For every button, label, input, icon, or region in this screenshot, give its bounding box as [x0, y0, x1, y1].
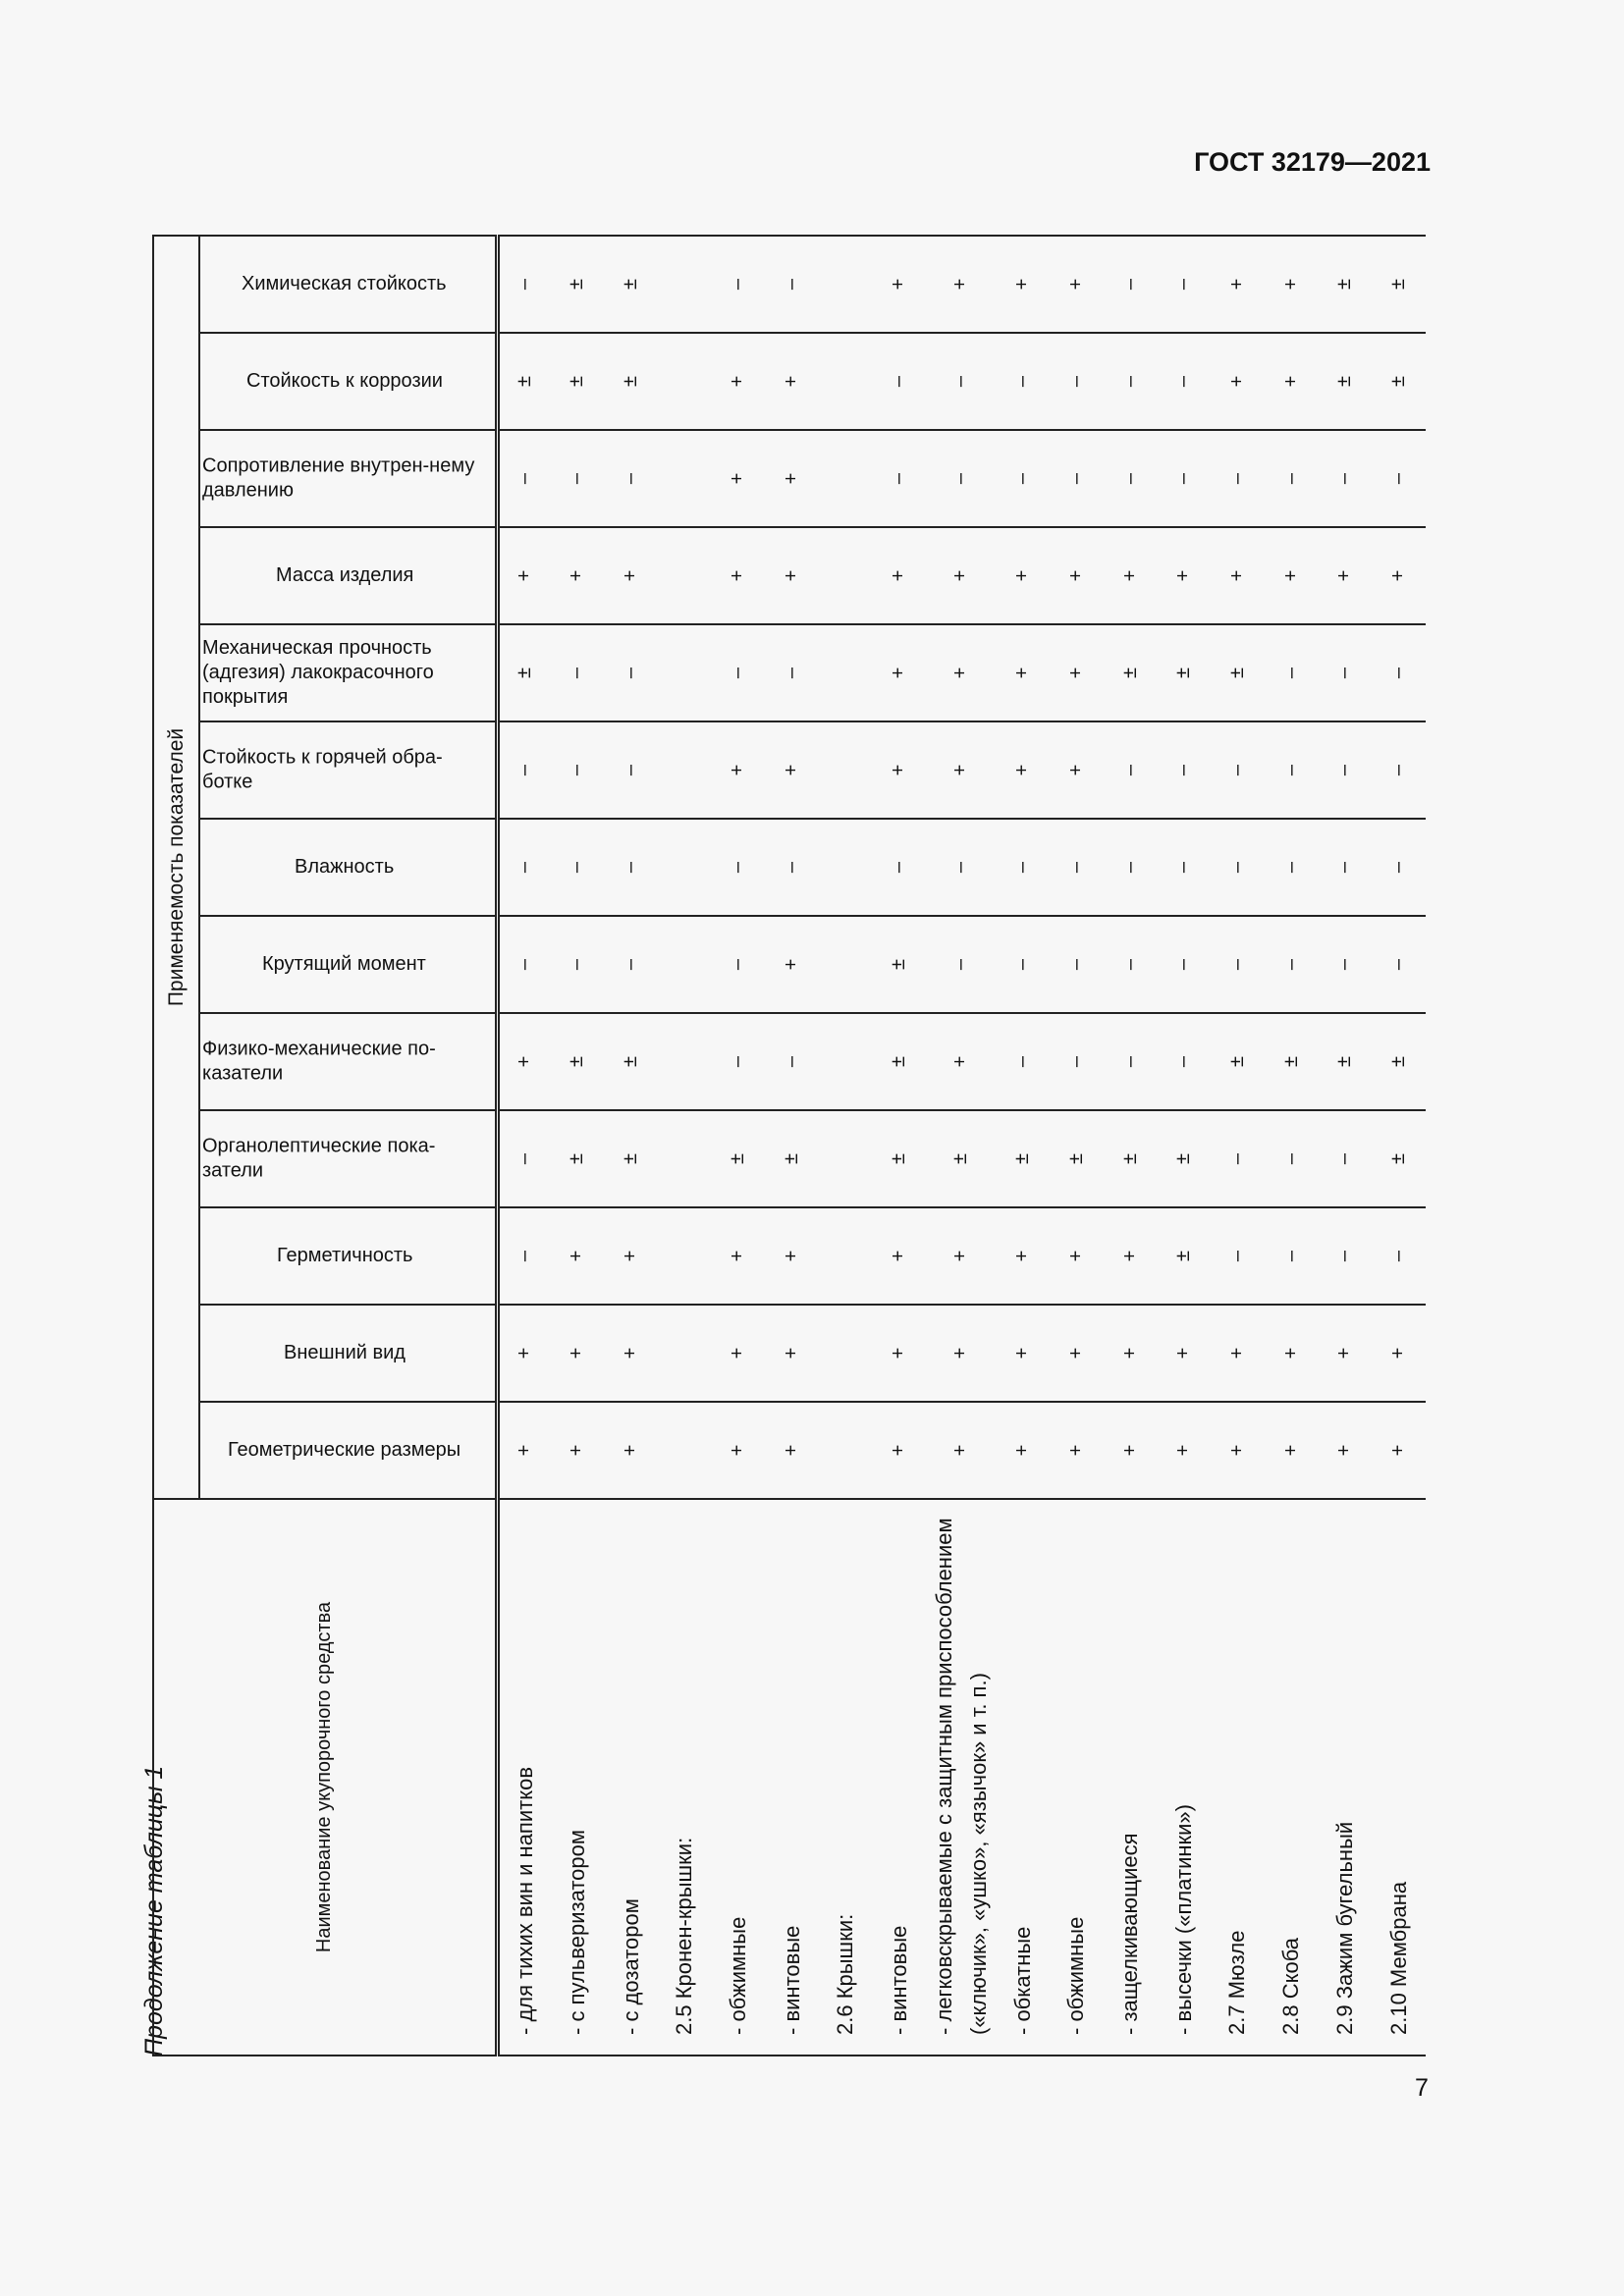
applicability-mark-cell: –	[1104, 1013, 1158, 1110]
applicability-mark-cell	[819, 430, 873, 527]
applicability-mark-cell: ±	[997, 1110, 1051, 1207]
applicability-mark-cell: –	[1157, 430, 1211, 527]
applicability-mark-cell: +	[765, 333, 819, 430]
applicability-mark-cell: +	[1157, 1305, 1211, 1402]
applicability-mark-cell: –	[1372, 430, 1426, 527]
table-body	[497, 236, 1426, 2056]
applicability-mark-cell	[658, 527, 712, 624]
applicability-mark-cell: –	[1318, 721, 1372, 819]
applicability-mark-cell: +	[873, 236, 927, 333]
applicability-mark-cell	[819, 1013, 873, 1110]
applicability-mark-cell: +	[926, 236, 996, 333]
column-header-applicability: Применяемость показателей	[153, 236, 199, 1499]
applicability-mark-cell: –	[1265, 1110, 1319, 1207]
applicability-mark-cell: –	[1211, 721, 1265, 819]
column-header-param	[199, 1110, 497, 1207]
applicability-mark-cell: +	[997, 1305, 1051, 1402]
applicability-mark-cell: +	[604, 1207, 658, 1305]
applicability-mark-cell: +	[1318, 1305, 1372, 1402]
applicability-mark-cell: +	[497, 1402, 551, 1499]
column-header-param	[199, 333, 497, 430]
applicability-mark-cell: ±	[765, 1110, 819, 1207]
column-header-param	[199, 527, 497, 624]
applicability-mark-cell	[819, 333, 873, 430]
applicability-mark-cell: –	[1265, 624, 1319, 721]
table-row	[873, 236, 927, 2056]
column-header-param-label: Механическая прочность (адгезия) лакокрасочного покрытия	[201, 637, 434, 708]
applicability-mark-cell: –	[765, 236, 819, 333]
applicability-mark-cell: +	[497, 527, 551, 624]
applicability-mark-cell: +	[1265, 1305, 1319, 1402]
applicability-mark-cell	[819, 1110, 873, 1207]
applicability-mark-cell: –	[1157, 333, 1211, 430]
table-row	[1211, 236, 1265, 2056]
column-header-param	[199, 1305, 497, 1402]
applicability-mark-cell: +	[997, 624, 1051, 721]
applicability-mark-cell: –	[1050, 430, 1104, 527]
applicability-mark-cell: +	[1050, 236, 1104, 333]
applicability-mark-cell: –	[1211, 1207, 1265, 1305]
applicability-mark-cell: –	[551, 721, 605, 819]
applicability-mark-cell: +	[765, 1207, 819, 1305]
applicability-mark-cell: ±	[604, 236, 658, 333]
applicability-mark-cell: +	[551, 527, 605, 624]
applicability-mark-cell: –	[765, 1013, 819, 1110]
applicability-mark-cell: ±	[551, 1110, 605, 1207]
applicability-mark-cell: –	[926, 819, 996, 916]
closure-name-cell: 2.7 Мюзле	[1211, 1499, 1265, 2056]
applicability-mark-cell: ±	[1372, 1013, 1426, 1110]
applicability-mark-cell: –	[1050, 819, 1104, 916]
applicability-mark-cell: –	[497, 721, 551, 819]
applicability-mark-cell: +	[1265, 1402, 1319, 1499]
table-row	[604, 236, 658, 2056]
column-header-param	[199, 916, 497, 1013]
applicability-mark-cell	[819, 1305, 873, 1402]
applicability-mark-cell	[819, 1402, 873, 1499]
applicability-mark-cell: –	[1211, 430, 1265, 527]
applicability-mark-cell: –	[1050, 916, 1104, 1013]
applicability-mark-cell: –	[997, 916, 1051, 1013]
column-header-param-label: Геометрические размеры	[228, 1439, 461, 1461]
table-row	[997, 236, 1051, 2056]
column-header-param	[199, 236, 497, 333]
applicability-mark-cell: –	[1372, 624, 1426, 721]
applicability-mark-cell: –	[997, 333, 1051, 430]
closure-name-cell: - для тихих вин и напитков	[497, 1499, 551, 2056]
applicability-mark-cell: +	[926, 1013, 996, 1110]
applicability-mark-cell: +	[1265, 333, 1319, 430]
closure-name-cell: - с дозатором	[604, 1499, 658, 2056]
applicability-mark-cell: –	[604, 916, 658, 1013]
applicability-mark-cell: –	[997, 430, 1051, 527]
applicability-mark-cell: –	[926, 430, 996, 527]
applicability-mark-cell: –	[1265, 1207, 1319, 1305]
applicability-mark-cell	[658, 1402, 712, 1499]
applicability-mark-cell: –	[551, 624, 605, 721]
table-row	[658, 236, 712, 2056]
applicability-mark-cell: –	[1372, 721, 1426, 819]
applicability-mark-cell: –	[551, 430, 605, 527]
closure-name-cell: 2.8 Скоба	[1265, 1499, 1319, 2056]
applicability-mark-cell: –	[712, 916, 766, 1013]
applicability-mark-cell: –	[1265, 430, 1319, 527]
closure-name-cell: - легковскрываемые с защитным приспособлением («ключик», «ушко», «язычок» и т. п.)	[926, 1499, 996, 2056]
column-header-param	[199, 1013, 497, 1110]
applicability-mark-cell	[819, 1207, 873, 1305]
column-header-param-label: Масса изделия	[275, 564, 413, 586]
applicability-mark-cell: ±	[551, 1013, 605, 1110]
applicability-mark-cell: +	[497, 1305, 551, 1402]
applicability-mark-cell: +	[604, 527, 658, 624]
column-header-param-label: Стойкость к горячей обра-ботке	[201, 746, 443, 793]
applicability-mark-cell: –	[1372, 1207, 1426, 1305]
column-header-param-label: Влажность	[295, 856, 395, 878]
applicability-mark-cell: –	[497, 916, 551, 1013]
applicability-mark-cell	[819, 819, 873, 916]
applicability-mark-cell	[658, 916, 712, 1013]
applicability-mark-cell: +	[926, 1207, 996, 1305]
applicability-mark-cell	[658, 236, 712, 333]
applicability-mark-cell: –	[1372, 916, 1426, 1013]
closure-name-cell: - с пульверизатором	[551, 1499, 605, 2056]
applicability-mark-cell: –	[604, 624, 658, 721]
applicability-mark-cell	[819, 624, 873, 721]
applicability-mark-cell: +	[1157, 527, 1211, 624]
applicability-mark-cell: +	[551, 1305, 605, 1402]
applicability-mark-cell: +	[1211, 1402, 1265, 1499]
applicability-mark-cell: –	[1372, 819, 1426, 916]
applicability-mark-cell: +	[712, 1305, 766, 1402]
applicability-mark-cell: +	[997, 721, 1051, 819]
table-row	[1372, 236, 1426, 2056]
applicability-mark-cell	[658, 1305, 712, 1402]
table-row	[1050, 236, 1104, 2056]
applicability-mark-cell: –	[551, 819, 605, 916]
applicability-mark-cell: +	[712, 430, 766, 527]
applicability-mark-cell: ±	[551, 236, 605, 333]
table-row	[1157, 236, 1211, 2056]
applicability-mark-cell: +	[1211, 527, 1265, 624]
standard-header: ГОСТ 32179—2021	[1194, 147, 1431, 177]
applicability-mark-cell: –	[1157, 819, 1211, 916]
applicability-mark-cell: +	[997, 1207, 1051, 1305]
applicability-mark-cell: +	[997, 527, 1051, 624]
applicability-mark-cell: –	[1104, 236, 1158, 333]
applicability-mark-cell: –	[1318, 819, 1372, 916]
applicability-mark-cell: –	[873, 819, 927, 916]
applicability-mark-cell: +	[765, 1305, 819, 1402]
applicability-mark-cell: ±	[1157, 624, 1211, 721]
applicability-mark-cell: ±	[1372, 236, 1426, 333]
applicability-mark-cell: +	[765, 1402, 819, 1499]
column-header-param	[199, 721, 497, 819]
closure-name-cell: 2.10 Мембрана	[1372, 1499, 1426, 2056]
column-header-param-label: Герметичность	[276, 1245, 412, 1266]
closure-name-cell: 2.6 Крышки:	[819, 1499, 873, 2056]
applicability-mark-cell: ±	[1050, 1110, 1104, 1207]
applicability-mark-cell: +	[1104, 1305, 1158, 1402]
applicability-mark-cell: –	[1157, 1013, 1211, 1110]
closure-name-cell: - обжимные	[1050, 1499, 1104, 2056]
applicability-mark-cell	[658, 1110, 712, 1207]
applicability-mark-cell: +	[873, 721, 927, 819]
applicability-mark-cell: +	[712, 527, 766, 624]
applicability-mark-cell: –	[604, 721, 658, 819]
closure-name-cell: - обжимные	[712, 1499, 766, 2056]
applicability-mark-cell: +	[926, 1402, 996, 1499]
table-row	[1318, 236, 1372, 2056]
applicability-mark-cell	[819, 916, 873, 1013]
applicability-mark-cell: +	[1050, 721, 1104, 819]
rotated-table-container	[152, 235, 1426, 2056]
applicability-mark-cell: –	[1318, 1110, 1372, 1207]
column-header-param	[199, 1402, 497, 1499]
applicability-mark-cell: –	[1157, 236, 1211, 333]
applicability-mark-cell: –	[1318, 430, 1372, 527]
applicability-mark-cell: +	[1211, 333, 1265, 430]
applicability-mark-cell: +	[712, 333, 766, 430]
applicability-mark-cell: –	[997, 819, 1051, 916]
closure-name-cell: - защелкивающиеся	[1104, 1499, 1158, 2056]
applicability-mark-cell: +	[1372, 527, 1426, 624]
applicability-mark-cell: –	[1211, 916, 1265, 1013]
applicability-mark-cell	[658, 430, 712, 527]
applicability-mark-cell: +	[926, 1305, 996, 1402]
applicability-mark-cell: –	[551, 916, 605, 1013]
table-row	[497, 236, 551, 2056]
applicability-mark-cell: ±	[873, 916, 927, 1013]
applicability-mark-cell: ±	[1211, 624, 1265, 721]
applicability-mark-cell: ±	[497, 333, 551, 430]
applicability-mark-cell: +	[765, 721, 819, 819]
applicability-mark-cell: +	[1211, 236, 1265, 333]
applicability-mark-cell: ±	[551, 333, 605, 430]
applicability-mark-cell: +	[1104, 1207, 1158, 1305]
page-number: 7	[1415, 2074, 1429, 2102]
table-row	[1104, 236, 1158, 2056]
applicability-mark-cell: ±	[1372, 333, 1426, 430]
applicability-mark-cell: +	[926, 527, 996, 624]
applicability-mark-cell: –	[1318, 1207, 1372, 1305]
applicability-mark-cell: +	[1372, 1402, 1426, 1499]
table-row	[819, 236, 873, 2056]
applicability-mark-cell: ±	[1104, 1110, 1158, 1207]
applicability-mark-cell: +	[926, 721, 996, 819]
applicability-mark-cell: –	[497, 819, 551, 916]
closure-name-cell: 2.9 Зажим бугельный	[1318, 1499, 1372, 2056]
applicability-mark-cell: –	[1157, 916, 1211, 1013]
column-header-param-label: Сопротивление внутрен-нему давлению	[201, 454, 475, 502]
applicability-mark-cell: –	[926, 916, 996, 1013]
column-header-param-label: Крутящий момент	[262, 953, 427, 975]
applicability-mark-cell	[658, 1013, 712, 1110]
applicability-mark-cell: +	[926, 624, 996, 721]
applicability-mark-cell: –	[604, 819, 658, 916]
applicability-mark-cell: ±	[926, 1110, 996, 1207]
applicability-mark-cell: ±	[1265, 1013, 1319, 1110]
applicability-mark-cell: +	[873, 1402, 927, 1499]
applicability-table	[152, 235, 1426, 2056]
applicability-mark-cell: +	[873, 624, 927, 721]
applicability-mark-cell: –	[765, 819, 819, 916]
applicability-mark-cell: –	[1104, 721, 1158, 819]
applicability-mark-cell: –	[1211, 819, 1265, 916]
applicability-mark-cell: +	[1211, 1305, 1265, 1402]
applicability-mark-cell: ±	[1211, 1013, 1265, 1110]
applicability-mark-cell: +	[1265, 236, 1319, 333]
column-header-param-label: Стойкость к коррозии	[245, 370, 443, 392]
applicability-mark-cell: –	[712, 1013, 766, 1110]
column-header-param-label: Внешний вид	[283, 1342, 406, 1363]
applicability-mark-cell: +	[604, 1305, 658, 1402]
applicability-mark-cell: +	[1318, 527, 1372, 624]
applicability-mark-cell: +	[873, 1305, 927, 1402]
applicability-mark-cell	[658, 721, 712, 819]
table-row	[765, 236, 819, 2056]
applicability-mark-cell: –	[712, 624, 766, 721]
applicability-mark-cell: +	[873, 1207, 927, 1305]
applicability-mark-cell: +	[1050, 624, 1104, 721]
applicability-mark-cell: –	[1157, 721, 1211, 819]
applicability-mark-cell: ±	[1318, 333, 1372, 430]
applicability-mark-cell: +	[551, 1207, 605, 1305]
applicability-mark-cell	[658, 624, 712, 721]
applicability-mark-cell: +	[1372, 1305, 1426, 1402]
applicability-mark-cell: ±	[1157, 1207, 1211, 1305]
applicability-mark-cell: –	[1211, 1110, 1265, 1207]
applicability-mark-cell: +	[712, 1402, 766, 1499]
applicability-mark-cell: ±	[1318, 236, 1372, 333]
applicability-mark-cell: –	[873, 430, 927, 527]
applicability-mark-cell: +	[997, 236, 1051, 333]
applicability-mark-cell: –	[1050, 333, 1104, 430]
applicability-mark-cell: +	[765, 527, 819, 624]
table-header-group-row	[153, 236, 199, 2056]
applicability-mark-cell: +	[712, 721, 766, 819]
applicability-mark-cell: –	[1104, 333, 1158, 430]
column-header-param	[199, 819, 497, 916]
applicability-mark-cell: –	[497, 430, 551, 527]
applicability-mark-cell: –	[1265, 819, 1319, 916]
applicability-mark-cell	[658, 333, 712, 430]
applicability-mark-cell: ±	[1318, 1013, 1372, 1110]
applicability-mark-cell: +	[1050, 527, 1104, 624]
column-header-param	[199, 1207, 497, 1305]
applicability-mark-cell: –	[1318, 916, 1372, 1013]
applicability-mark-cell	[658, 819, 712, 916]
applicability-mark-cell: –	[1104, 916, 1158, 1013]
applicability-mark-cell	[658, 1207, 712, 1305]
applicability-mark-cell: –	[873, 333, 927, 430]
applicability-mark-cell: –	[712, 819, 766, 916]
closure-name-cell: - винтовые	[873, 1499, 927, 2056]
applicability-mark-cell: ±	[873, 1013, 927, 1110]
applicability-mark-cell: +	[1265, 527, 1319, 624]
column-header-param	[199, 624, 497, 721]
applicability-mark-cell	[819, 236, 873, 333]
applicability-mark-cell: +	[1104, 1402, 1158, 1499]
applicability-mark-cell: –	[1104, 819, 1158, 916]
applicability-mark-cell: –	[712, 236, 766, 333]
closure-name-cell: - обкатные	[997, 1499, 1051, 2056]
applicability-mark-cell: –	[497, 1207, 551, 1305]
closure-name-cell: - высечки («платинки»)	[1157, 1499, 1211, 2056]
table-row	[1265, 236, 1319, 2056]
closure-name-cell: 2.5 Кронен-крышки:	[658, 1499, 712, 2056]
applicability-mark-cell: ±	[604, 333, 658, 430]
applicability-mark-cell: ±	[604, 1013, 658, 1110]
applicability-mark-cell: +	[997, 1402, 1051, 1499]
applicability-mark-cell: –	[1265, 916, 1319, 1013]
applicability-mark-cell: +	[1157, 1402, 1211, 1499]
applicability-mark-cell: ±	[712, 1110, 766, 1207]
applicability-mark-cell: ±	[1372, 1110, 1426, 1207]
applicability-mark-cell: ±	[873, 1110, 927, 1207]
table-row	[551, 236, 605, 2056]
column-header-param	[199, 430, 497, 527]
applicability-mark-cell: +	[551, 1402, 605, 1499]
applicability-mark-cell: –	[1265, 721, 1319, 819]
applicability-mark-cell: +	[765, 430, 819, 527]
applicability-mark-cell: +	[1104, 527, 1158, 624]
applicability-mark-cell: +	[497, 1013, 551, 1110]
applicability-mark-cell: +	[604, 1402, 658, 1499]
applicability-mark-cell: +	[765, 916, 819, 1013]
table-continuation-caption: Продолжение таблицы 1	[140, 1765, 168, 2056]
applicability-mark-cell	[819, 527, 873, 624]
applicability-mark-cell: +	[1318, 1402, 1372, 1499]
closure-name-cell: - винтовые	[765, 1499, 819, 2056]
applicability-mark-cell: –	[497, 236, 551, 333]
applicability-mark-cell: –	[604, 430, 658, 527]
column-header-param-label: Химическая стойкость	[242, 273, 448, 294]
applicability-mark-cell: ±	[604, 1110, 658, 1207]
table-row	[926, 236, 996, 2056]
applicability-mark-cell: –	[1318, 624, 1372, 721]
column-header-closure-name: Наименование укупорочного средства	[153, 1499, 497, 2056]
applicability-mark-cell: –	[926, 333, 996, 430]
column-header-param-label: Органолептические пока-затели	[201, 1135, 436, 1182]
table-row	[712, 236, 766, 2056]
applicability-mark-cell	[819, 721, 873, 819]
applicability-mark-cell: +	[1050, 1207, 1104, 1305]
column-header-param-label: Физико-механические по-казатели	[201, 1038, 436, 1085]
applicability-mark-cell: +	[1050, 1402, 1104, 1499]
applicability-mark-cell: –	[1104, 430, 1158, 527]
applicability-mark-cell: –	[1050, 1013, 1104, 1110]
applicability-mark-cell: –	[765, 624, 819, 721]
applicability-mark-cell: +	[712, 1207, 766, 1305]
applicability-mark-cell: –	[497, 1110, 551, 1207]
applicability-mark-cell: +	[873, 527, 927, 624]
applicability-mark-cell: ±	[1157, 1110, 1211, 1207]
applicability-mark-cell: ±	[497, 624, 551, 721]
applicability-mark-cell: ±	[1104, 624, 1158, 721]
applicability-mark-cell: +	[1050, 1305, 1104, 1402]
applicability-mark-cell: –	[997, 1013, 1051, 1110]
